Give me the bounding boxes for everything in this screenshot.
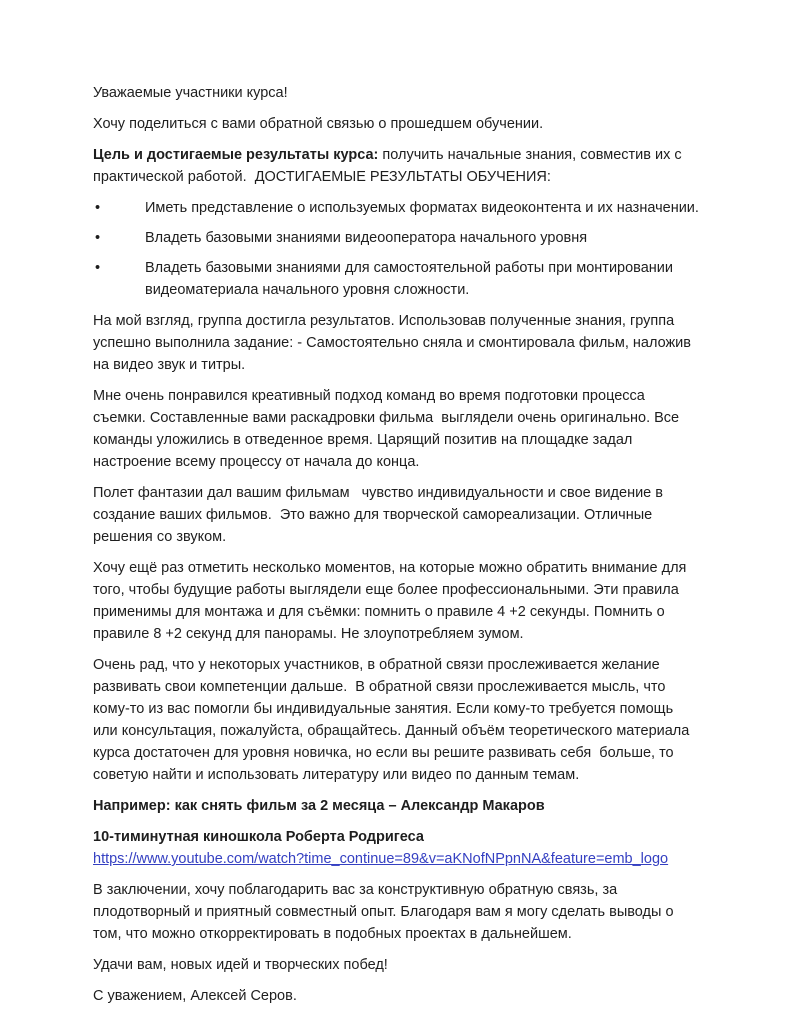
paragraph-rules: Хочу ещё раз отметить несколько моментов, на которые можно обратить внимание для того, чтобы будущие работы выглядели еще более профессиональными. Эти правила применимы для монтажа и для съёмки: помнить о правиле 4 +2 секунды. Помнить о правиле 8 +2 секунд для панорамы. Не злоупотребляем зумом. bbox=[93, 560, 691, 642]
link-paragraph bbox=[93, 848, 701, 870]
example-line: Например: как снять фильм за 2 месяца – Александр Макаров bbox=[93, 798, 545, 814]
list-item-text: Владеть базовыми знаниями для самостоятельной работы при монтировании видеоматериала начального уровня сложности. bbox=[145, 260, 673, 298]
film-school-line: 10-тиминутная киношкола Роберта Родригеса bbox=[93, 829, 424, 845]
paragraph-development: Очень рад, что у некоторых участников, в обратной связи прослеживается желание развивать свои компетенции дальше. В обратной связи прослеживается мысль, что кому-то из вас помогли бы индивидуальные занятия. Если кому-то требуется помощь или консультация, пожалуйста, обращайтесь. Данный объём теоретического материала курса достаточен для уровня новичка, но если вы решите развивать себя больше, то советую найти и использовать литературу или видео по данным темам. bbox=[93, 657, 694, 783]
goal-paragraph bbox=[93, 144, 701, 188]
intro-line: Хочу поделиться с вами обратной связью о прошедшем обучении. bbox=[93, 116, 544, 132]
paragraph-results: На мой взгляд, группа достигла результатов. Использовав полученные знания, группа успешно выполнила задание: - Самостоятельно сняла и смонтировала фильм, наложив на видео звук и титры. bbox=[93, 313, 696, 373]
bullet-icon: • bbox=[95, 260, 101, 276]
greeting-line: Уважаемые участники курса! bbox=[93, 85, 288, 101]
list-item-text: Владеть базовыми знаниями видеооператора начального уровня bbox=[145, 230, 588, 246]
paragraph-fantasy: Полет фантазии дал вашим фильмам чувство индивидуальности и свое видение в создание ваших фильмов. Это важно для творческой самореализации. Отличные решения со звуком. bbox=[93, 485, 668, 545]
paragraph-creative: Мне очень понравился креативный подход команд во время подготовки процесса съемки. Составленные вами раскадровки фильма выглядели очень оригинально. Все команды уложились в отведенное время. Царящий позитив на площадке задал настроение всему процессу от начала до конца. bbox=[93, 388, 684, 470]
list-item bbox=[93, 257, 701, 301]
list-item-text: Иметь представление о используемых форматах видеоконтента и их назначении. bbox=[145, 200, 699, 216]
signature-line: С уважением, Алексей Серов. bbox=[93, 988, 297, 1004]
closing-paragraph: В заключении, хочу поблагодарить вас за конструктивную обратную связь, за плодотворный и приятный совместный опыт. Благодаря вам я могу сделать выводы о том, что можно откорректировать в подобных проектах в дальнейшем. bbox=[93, 882, 678, 942]
bullet-icon: • bbox=[95, 230, 101, 246]
wishes-line: Удачи вам, новых идей и творческих побед! bbox=[93, 957, 388, 973]
goal-lead-bold: Цель и достигаемые результаты курса: bbox=[93, 147, 379, 163]
youtube-link[interactable]: https://www.youtube.com/watch?time_continue=89&v=aKNofNPpnNA&feature=emb_logo bbox=[93, 851, 669, 867]
goal-rest-text: получить начальные знания, совместив их с практической работой. ДОСТИГАЕМЫЕ РЕЗУЛЬТАТЫ ОБУЧЕНИЯ: bbox=[93, 147, 686, 185]
results-list bbox=[93, 197, 701, 301]
bullet-icon: • bbox=[95, 200, 101, 216]
list-item bbox=[93, 197, 701, 219]
list-item bbox=[93, 227, 701, 249]
